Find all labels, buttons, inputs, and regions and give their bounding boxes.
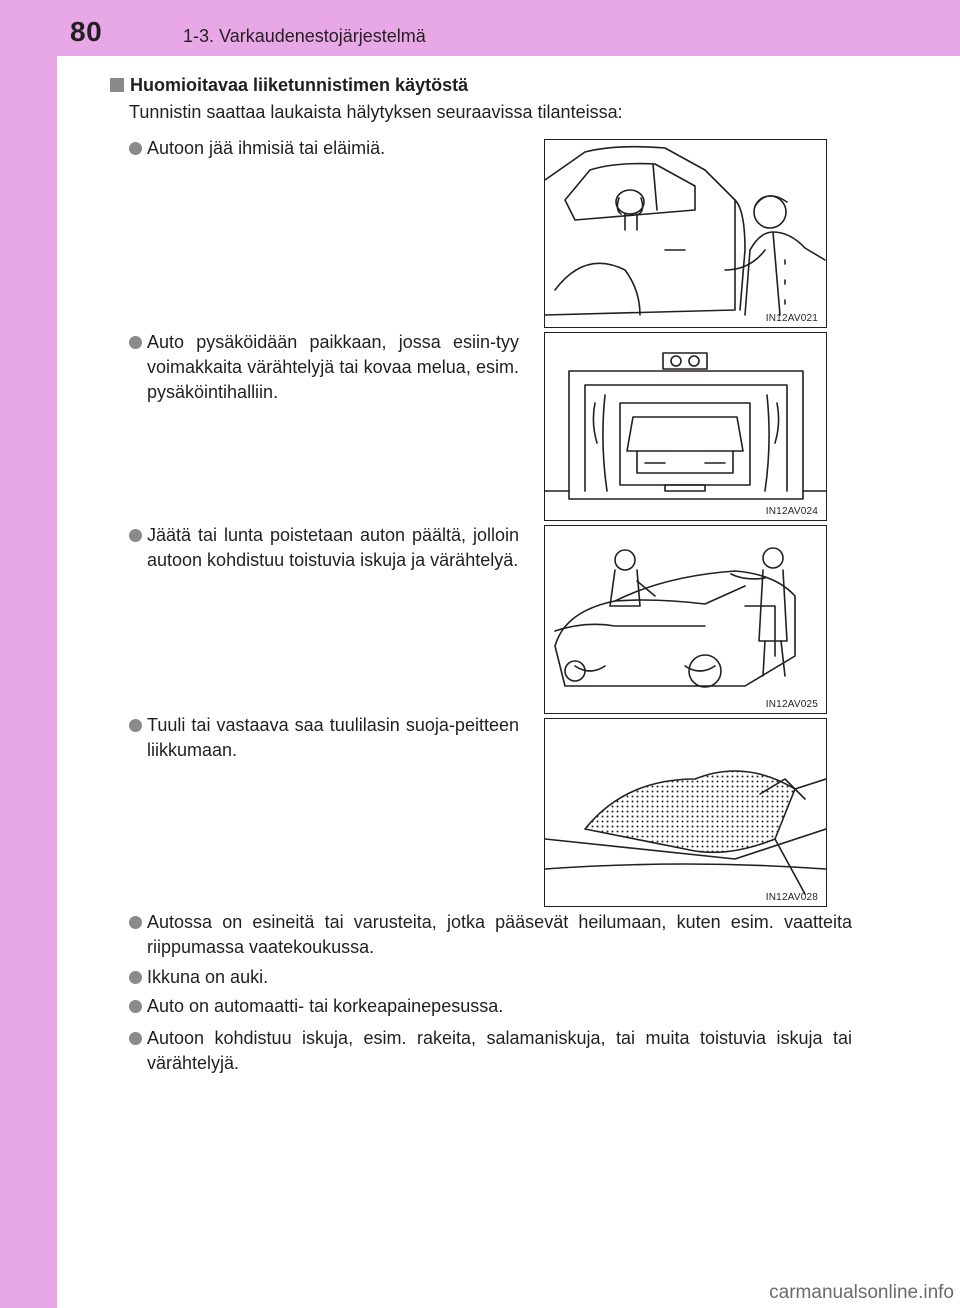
figure-code: IN12AV025 (765, 699, 818, 710)
bullet-icon (129, 916, 142, 929)
heading-square-icon (110, 78, 124, 92)
figure-code: IN12AV021 (765, 313, 818, 324)
section-heading (110, 75, 468, 96)
list-item (129, 330, 519, 405)
list-item-text: Jäätä tai lunta poistetaan auton päältä, jolloin autoon kohdistuu toistuvia iskuja ja värähtelyä. (147, 525, 519, 570)
bullet-icon (129, 719, 142, 732)
bullet-icon (129, 1032, 142, 1045)
list-item-text: Auto on automaatti- tai korkeapainepesussa. (147, 996, 504, 1016)
section-title: 1-3. Varkaudenestojärjestelmä (183, 26, 426, 46)
windshield-cover-icon (545, 719, 826, 906)
heading-text: Huomioitavaa liiketunnistimen käytöstä (130, 75, 469, 95)
intro-text: Tunnistin saattaa laukaista hälytyksen seuraavissa tilanteissa: (129, 102, 623, 122)
bullet-icon (129, 971, 142, 984)
list-item (129, 994, 852, 1019)
list-item (129, 136, 519, 161)
list-item-text: Autoon kohdistuu iskuja, esim. rakeita, salamaniskuja, tai muita toistuvia iskuja tai värähtelyjä. (147, 1028, 852, 1073)
list-item-text: Auto pysäköidään paikkaan, jossa esiin-tyy voimakkaita värähtelyjä tai kovaa melua, esim. pysäköintihalliin. (147, 332, 519, 402)
car-with-dog-and-man-icon (545, 140, 826, 327)
figure-car-with-dog (544, 139, 827, 328)
bullet-icon (129, 336, 142, 349)
watermark: carmanualsonline.info (769, 1282, 954, 1303)
list-item-text: Ikkuna on auki. (147, 967, 269, 987)
bullet-icon (129, 1000, 142, 1013)
list-item (129, 523, 519, 573)
figure-car-wash (544, 332, 827, 521)
list-item-text: Autoon jää ihmisiä tai eläimiä. (147, 138, 386, 158)
list-item (129, 965, 852, 990)
figure-windshield-cover (544, 718, 827, 907)
car-wash-icon (545, 333, 826, 520)
bullet-icon (129, 529, 142, 542)
figure-snow-removal (544, 525, 827, 714)
list-item-text: Tuuli tai vastaava saa tuulilasin suoja-peitteen liikkumaan. (147, 715, 519, 760)
figure-code: IN12AV024 (765, 506, 818, 517)
list-item (129, 1026, 852, 1076)
figure-code: IN12AV028 (765, 892, 818, 903)
bullet-icon (129, 142, 142, 155)
list-item (129, 910, 852, 960)
side-color-band (0, 0, 57, 1308)
list-item (129, 713, 519, 763)
list-item-text: Autossa on esineitä tai varusteita, jotka pääsevät heilumaan, kuten esim. vaatteita riippumassa vaatekoukussa. (147, 912, 852, 957)
page-number: 80 (70, 16, 103, 47)
snow-removal-icon (545, 526, 826, 713)
